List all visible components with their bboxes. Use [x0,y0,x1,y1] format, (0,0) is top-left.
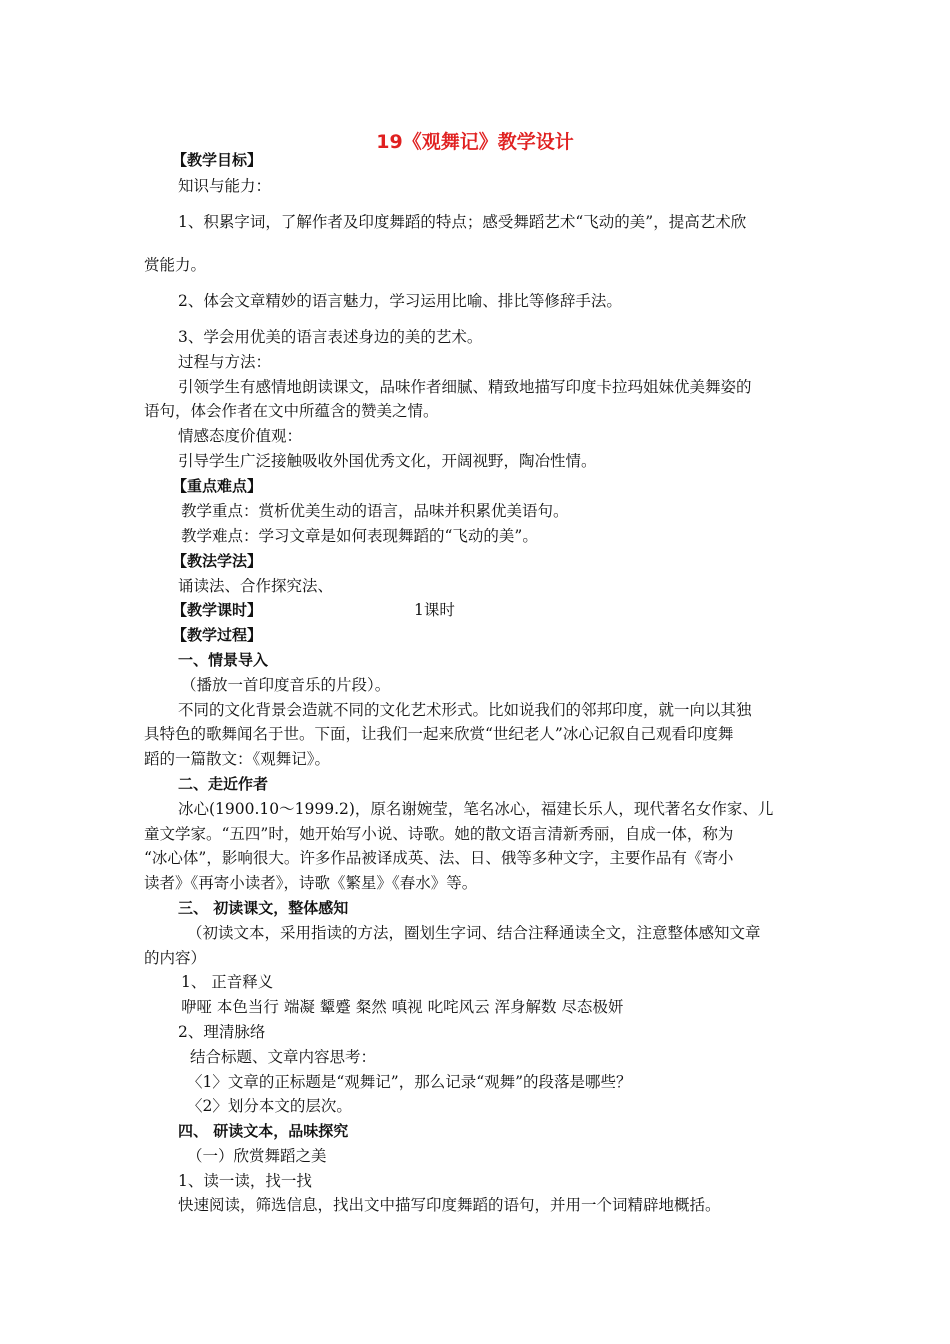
section-methods: 【教法学法】 [172,552,263,570]
paragraph-line: “冰心体”，影响很大。许多作品被译成英、法、日、俄等多种文字，主要作品有《寄小 [144,849,734,867]
paragraph-line: 教学重点：赏析优美生动的语言，品味并积累优美语句。 [181,502,569,520]
paragraph-line: 教学难点：学习文章是如何表现舞蹈的“飞动的美”。 [181,527,538,545]
paragraph-line: 的内容） [144,949,207,967]
paragraph-line: （初读文本，采用指读的方法，圈划生字词、结合注释通读全文，注意整体感知文章 [187,924,761,942]
paragraph-line: 1、积累字词，了解作者及印度舞蹈的特点；感受舞蹈艺术“飞动的美”，提高艺术欣 [178,213,747,231]
paragraph-line: 3、学会用优美的语言表述身边的美的艺术。 [178,328,483,346]
paragraph-line: 结合标题、文章内容思考： [190,1048,377,1066]
paragraph-line: 1、 正音释义 [181,973,274,991]
document-title: 19《观舞记》教学设计 [376,131,574,153]
paragraph-line: 赏能力。 [144,256,207,274]
paragraph-line: 引导学生广泛接触吸收外国优秀文化，开阔视野，陶冶性情。 [178,452,597,470]
paragraph-line: 不同的文化背景会造就不同的文化艺术形式。比如说我们的邻邦印度，就一向以其独 [178,701,752,719]
paragraph-line: 快速阅读，筛选信息，找出文中描写印度舞蹈的语句，并用一个词精辟地概括。 [178,1196,721,1214]
section-teaching-process: 【教学过程】 [172,626,263,644]
paragraph-line: 1、读一读，找一找 [178,1172,312,1190]
step-heading: 三、 初读课文，整体感知 [178,899,349,917]
paragraph-line: （一）欣赏舞蹈之美 [187,1147,327,1165]
paragraph-line: 引领学生有感情地朗读课文，品味作者细腻、精致地描写印度卡拉玛姐妹优美舞姿的 [178,378,752,396]
section-class-hours: 【教学课时】 [172,601,263,619]
subheading-emotion: 情感态度价值观： [178,427,303,445]
paragraph-line: 诵读法、合作探究法、 [178,577,334,595]
paragraph-line: 语句，体会作者在文中所蕴含的赞美之情。 [144,402,439,420]
vocabulary-list: 咿哑 本色当行 端凝 颦蹙 粲然 嗔视 叱咤风云 浑身解数 尽态极妍 [181,998,624,1016]
paragraph-line: 2、理清脉络 [178,1023,266,1041]
step-heading: 四、 研读文本，品味探究 [178,1122,349,1140]
paragraph-line: 冰心(1900.10～1999.2)，原名谢婉莹，笔名冰心，福建长乐人，现代著名女作家、儿 [178,800,774,818]
paragraph-line: 2、体会文章精妙的语言魅力，学习运用比喻、排比等修辞手法。 [178,292,622,310]
subheading-process-method: 过程与方法： [178,353,272,371]
step-heading: 一、情景导入 [178,651,269,669]
paragraph-line: 具特色的歌舞闻名于世。下面，让我们一起来欣赏“世纪老人”冰心记叙自己观看印度舞 [144,725,734,743]
paragraph-line: （播放一首印度音乐的片段）。 [181,676,391,694]
paragraph-line: 〈1〉文章的正标题是“观舞记”，那么记录“观舞”的段落是哪些？ [187,1073,632,1091]
paragraph-line: 读者》《再寄小读者》，诗歌《繁星》《春水》等。 [144,874,478,892]
paragraph-line: 〈2〉划分本文的层次。 [187,1097,352,1115]
class-hours-value: 1课时 [414,601,455,619]
subheading-knowledge: 知识与能力： [178,177,272,195]
section-key-points: 【重点难点】 [172,477,263,495]
section-teaching-goals: 【教学目标】 [172,151,263,169]
paragraph-line: 蹈的一篇散文：《观舞记》。 [144,750,331,768]
paragraph-line: 童文学家。“五四”时，她开始写小说、诗歌。她的散文语言清新秀丽，自成一体，称为 [144,825,734,843]
step-heading: 二、走近作者 [178,775,269,793]
